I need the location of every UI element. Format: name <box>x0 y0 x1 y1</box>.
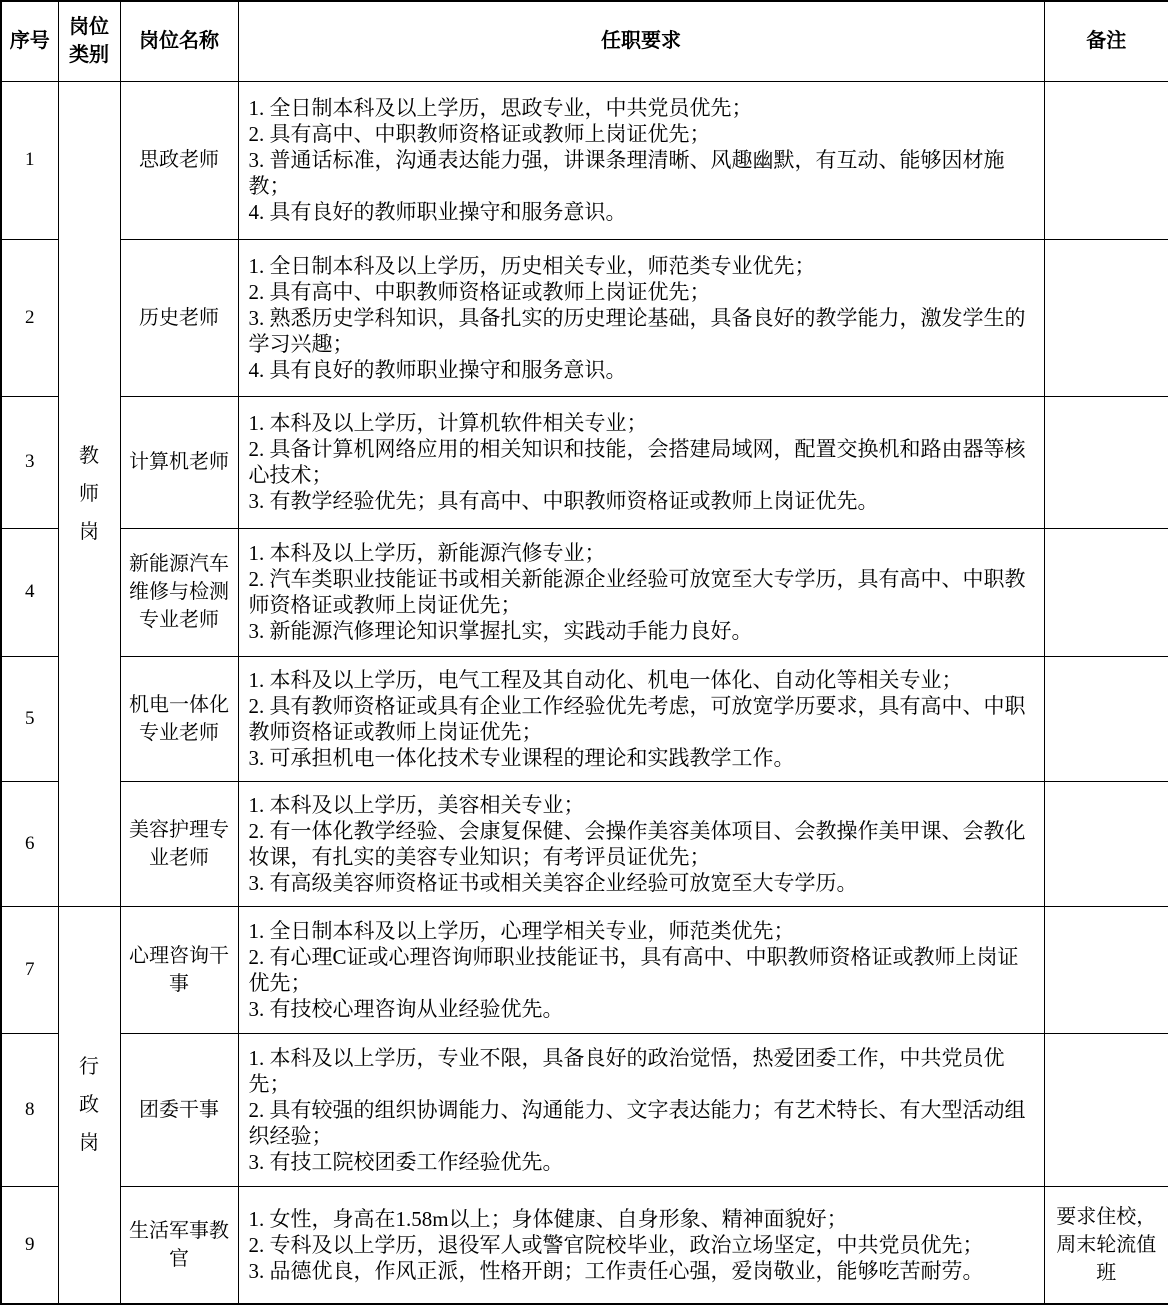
requirement-item: 2. 具有教师资格证或具有企业工作经验优先考虑，可放宽学历要求，具有高中、中职教师资格证或教师上岗证优先； <box>248 693 1026 744</box>
row-number: 9 <box>1 1186 58 1304</box>
row-number: 6 <box>1 781 58 906</box>
requirement-item: 2. 专科及以上学历，退役军人或警官院校毕业，政治立场坚定，中共党员优先； <box>248 1232 984 1257</box>
job-name: 美容护理专业老师 <box>120 781 238 906</box>
job-notes <box>1044 656 1168 781</box>
requirement-item: 1. 本科及以上学历，美容相关专业； <box>248 792 585 817</box>
requirement-item: 1. 全日制本科及以上学历，思政专业，中共党员优先； <box>248 96 753 120</box>
job-name: 计算机老师 <box>120 396 238 528</box>
table-row <box>1 396 1168 528</box>
requirement-item: 3. 可承担机电一体化技术专业课程的理论和实践教学工作。 <box>248 745 795 770</box>
header-row <box>1 1 1168 81</box>
row-number: 3 <box>1 396 58 528</box>
job-requirements <box>238 239 1044 396</box>
requirement-item: 2. 具有高中、中职教师资格证或教师上岗证优先； <box>248 279 711 304</box>
category-label: 行政岗 <box>79 1055 99 1154</box>
job-name: 心理咨询干事 <box>120 906 238 1033</box>
requirement-item: 3. 品德优良，作风正派，性格开朗；工作责任心强，爱岗敬业，能够吃苦耐劳。 <box>248 1258 984 1283</box>
table-row <box>1 1033 1168 1186</box>
row-number: 7 <box>1 906 58 1033</box>
job-requirements <box>238 81 1044 239</box>
requirement-item: 3. 熟悉历史学科知识，具备扎实的历史理论基础，具备良好的教学能力，激发学生的学习兴趣； <box>248 305 1026 356</box>
requirement-item: 2. 具有高中、中职教师资格证或教师上岗证优先； <box>248 122 711 146</box>
job-requirements <box>238 528 1044 656</box>
requirement-item: 2. 汽车类职业技能证书或相关新能源企业经验可放宽至大专学历，具有高中、中职教师资格证或教师上岗证优先； <box>248 567 1026 617</box>
job-name: 生活军事教官 <box>120 1186 238 1304</box>
table-row <box>1 656 1168 781</box>
job-notes <box>1044 528 1168 656</box>
requirement-item: 3. 新能源汽修理论知识掌握扎实，实践动手能力良好。 <box>248 619 753 643</box>
requirement-item: 4. 具有良好的教师职业操守和服务意识。 <box>248 200 627 224</box>
requirement-item: 3. 有技校心理咨询从业经验优先。 <box>248 996 564 1021</box>
requirement-item: 2. 有心理C证或心理咨询师职业技能证书，具有高中、中职教师资格证或教师上岗证优先； <box>248 944 1019 995</box>
requirement-item: 1. 女性，身高在1.58m以上；身体健康、自身形象、精神面貌好； <box>248 1206 848 1231</box>
table-row <box>1 81 1168 239</box>
category-cell <box>58 906 120 1304</box>
category-cell <box>58 81 120 906</box>
table-row <box>1 528 1168 656</box>
header-category: 岗位类别 <box>58 1 120 81</box>
job-notes <box>1044 396 1168 528</box>
job-name: 机电一体化专业老师 <box>120 656 238 781</box>
job-requirements <box>238 1033 1044 1186</box>
table-row <box>1 781 1168 906</box>
row-number: 5 <box>1 656 58 781</box>
job-name: 团委干事 <box>120 1033 238 1186</box>
category-label: 教师岗 <box>79 444 99 543</box>
row-number: 8 <box>1 1033 58 1186</box>
table-row <box>1 906 1168 1033</box>
job-notes <box>1044 906 1168 1033</box>
job-requirements <box>238 396 1044 528</box>
requirement-item: 1. 本科及以上学历，计算机软件相关专业； <box>248 411 648 435</box>
job-notes <box>1044 781 1168 906</box>
job-notes <box>1044 239 1168 396</box>
requirement-item: 1. 本科及以上学历，电气工程及其自动化、机电一体化、自动化等相关专业； <box>248 667 963 692</box>
requirement-item: 2. 具备计算机网络应用的相关知识和技能，会搭建局域网，配置交换机和路由器等核心技术； <box>248 437 1026 487</box>
requirement-item: 2. 具有较强的组织协调能力、沟通能力、文字表达能力；有艺术特长、有大型活动组织经验； <box>248 1097 1026 1148</box>
table-row <box>1 1186 1168 1304</box>
requirement-item: 1. 本科及以上学历，新能源汽修专业； <box>248 541 606 565</box>
job-requirements <box>238 906 1044 1033</box>
header-requirements: 任职要求 <box>238 1 1044 81</box>
job-notes <box>1044 81 1168 239</box>
requirement-item: 4. 具有良好的教师职业操守和服务意识。 <box>248 357 627 382</box>
job-name: 历史老师 <box>120 239 238 396</box>
table-row <box>1 239 1168 396</box>
requirement-item: 1. 本科及以上学历，专业不限，具备良好的政治觉悟，热爱团委工作，中共党员优先； <box>248 1045 1005 1096</box>
job-requirements <box>238 1186 1044 1304</box>
table-body <box>1 81 1168 1304</box>
requirement-item: 3. 有高级美容师资格证书或相关美容企业经验可放宽至大专学历。 <box>248 870 858 895</box>
requirement-item: 3. 有技工院校团委工作经验优先。 <box>248 1149 564 1174</box>
row-number: 2 <box>1 239 58 396</box>
header-name: 岗位名称 <box>120 1 238 81</box>
job-requirements <box>238 656 1044 781</box>
job-requirements <box>238 781 1044 906</box>
requirement-item: 1. 全日制本科及以上学历，心理学相关专业，师范类优先； <box>248 918 795 943</box>
row-number: 4 <box>1 528 58 656</box>
job-notes: 要求住校，周末轮流值班 <box>1044 1186 1168 1304</box>
row-number: 1 <box>1 81 58 239</box>
requirement-item: 3. 有教学经验优先；具有高中、中职教师资格证或教师上岗证优先。 <box>248 489 879 513</box>
job-notes <box>1044 1033 1168 1186</box>
header-notes: 备注 <box>1044 1 1168 81</box>
job-name: 新能源汽车维修与检测专业老师 <box>120 528 238 656</box>
job-name: 思政老师 <box>120 81 238 239</box>
header-no: 序号 <box>1 1 58 81</box>
requirement-item: 3. 普通话标准，沟通表达能力强，讲课条理清晰、风趣幽默，有互动、能够因材施教； <box>248 148 1005 198</box>
requirement-item: 1. 全日制本科及以上学历，历史相关专业，师范类专业优先； <box>248 253 816 278</box>
requirement-item: 2. 有一体化教学经验、会康复保健、会操作美容美体项目、会教操作美甲课、会教化妆课，有扎实的美容专业知识；有考评员证优先； <box>248 818 1026 869</box>
